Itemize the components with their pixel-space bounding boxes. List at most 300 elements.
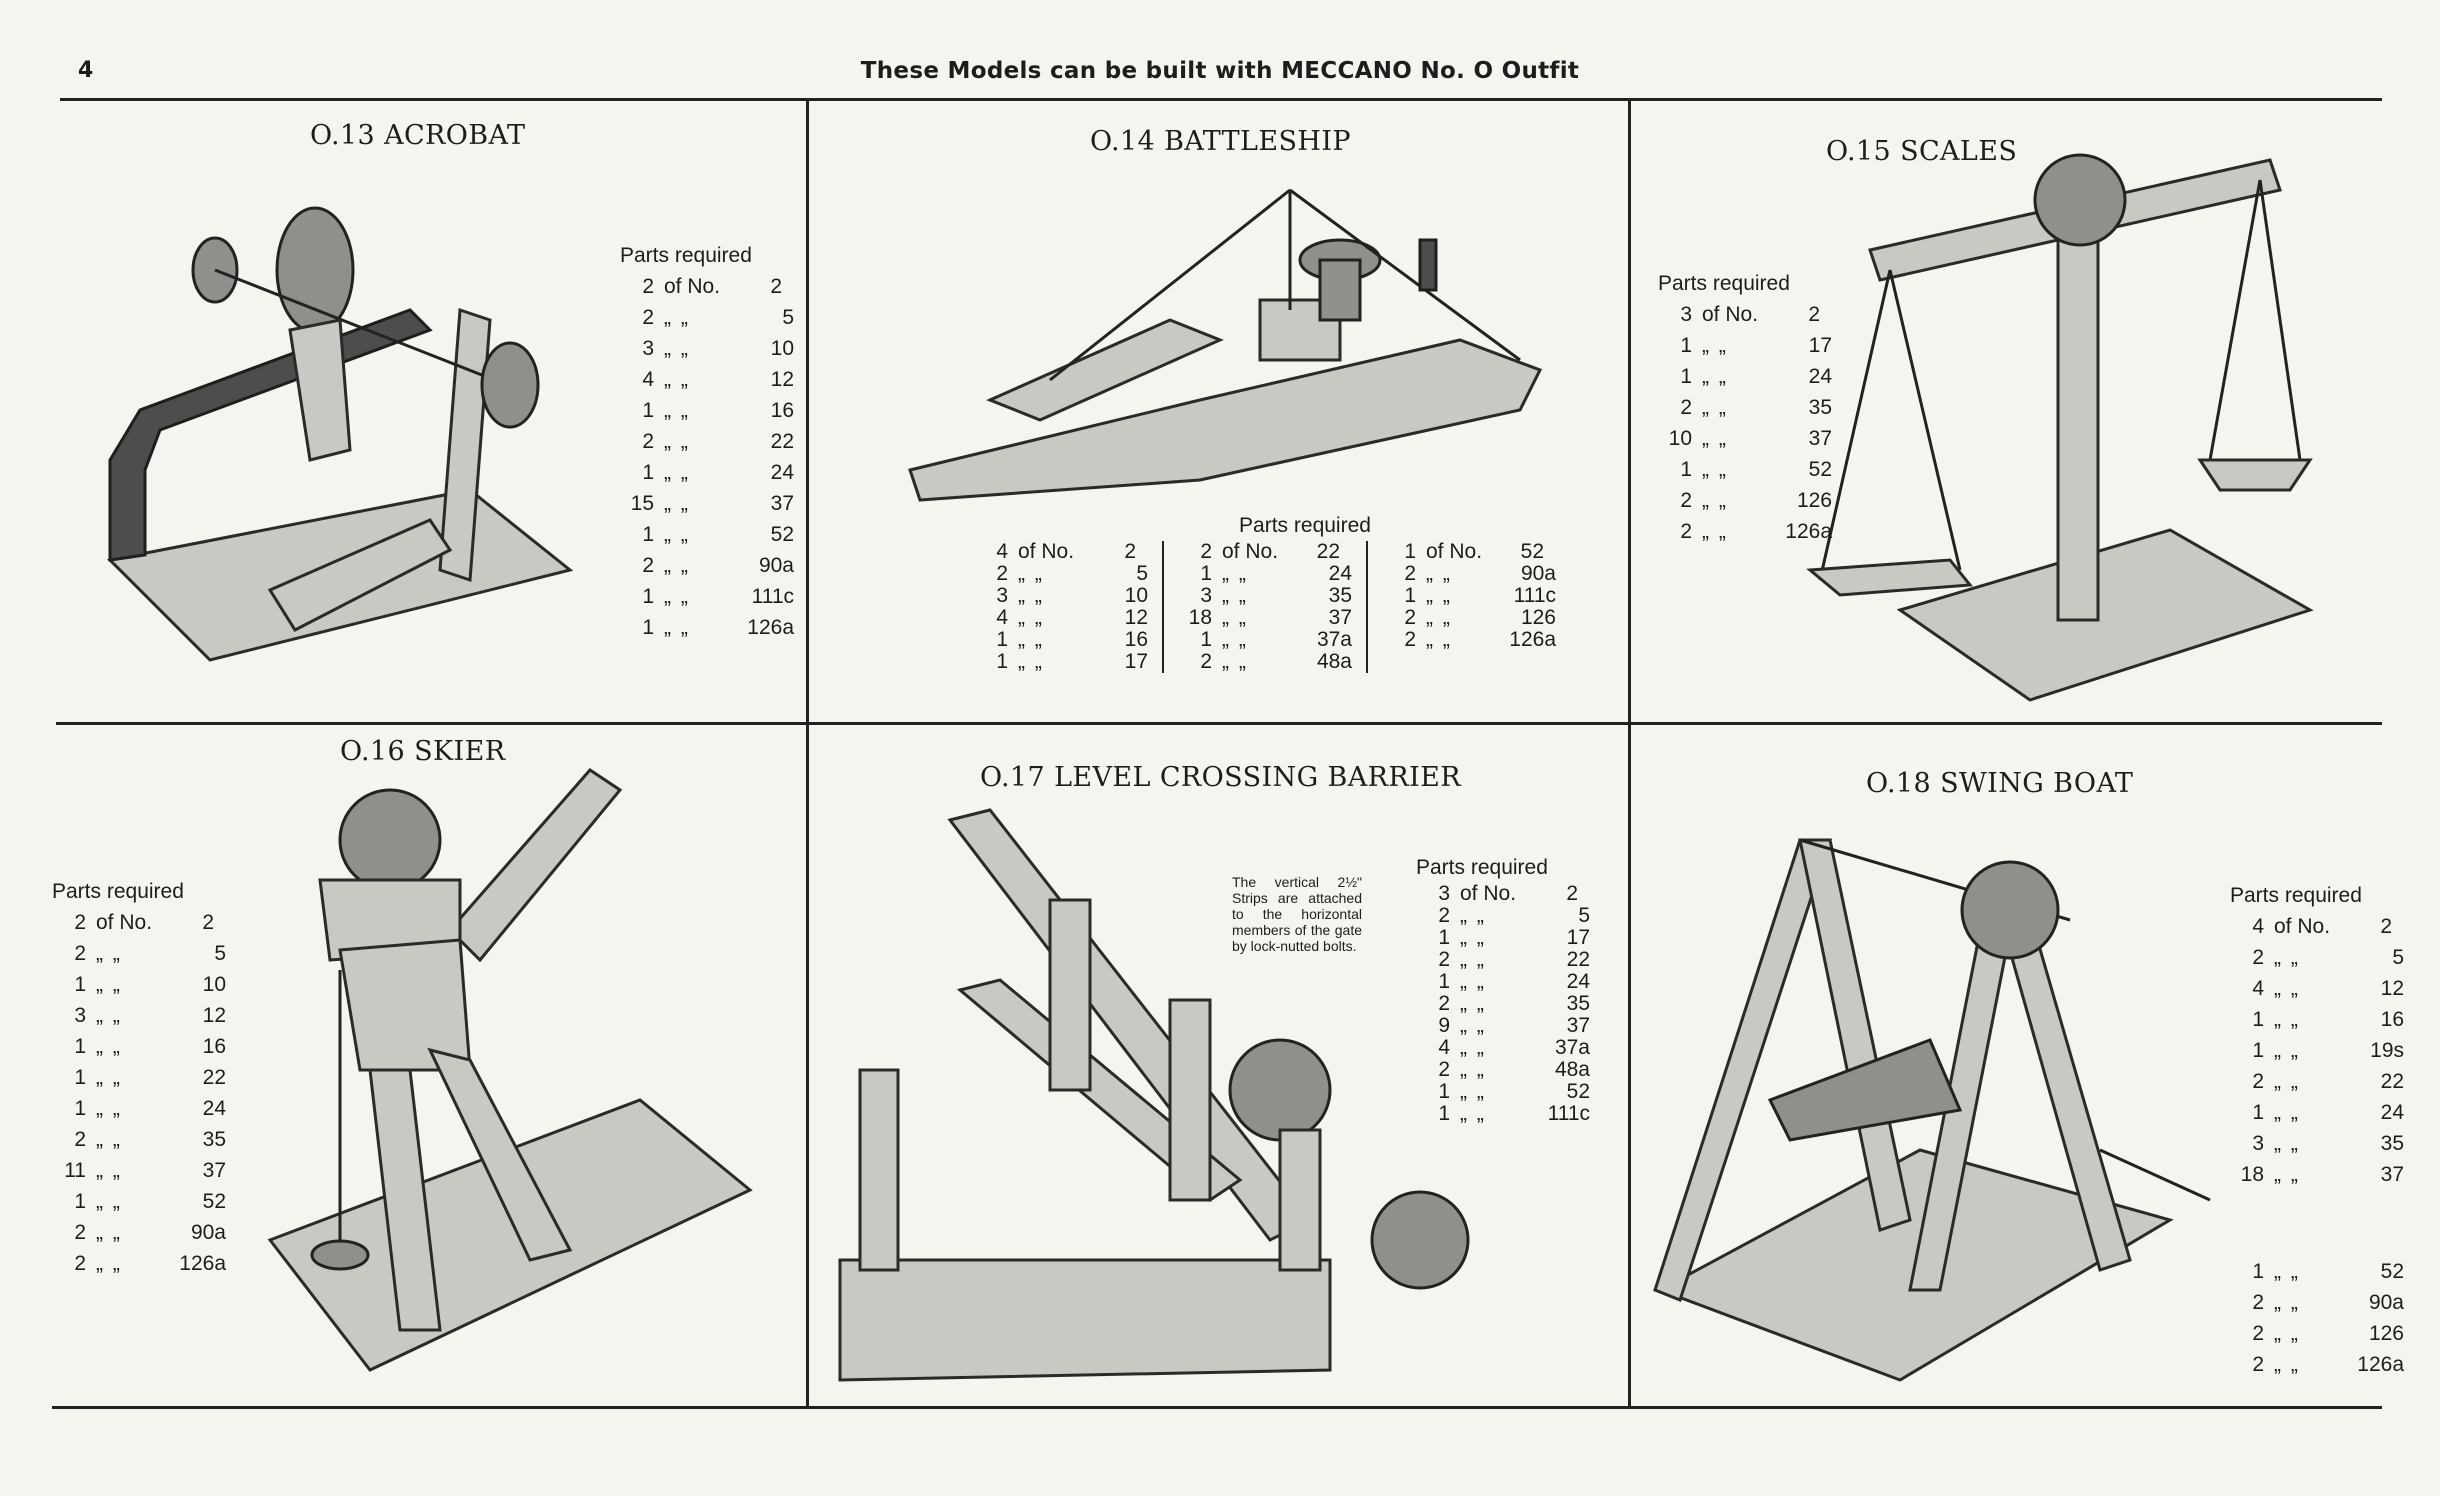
parts-row	[620, 581, 794, 612]
part-number: 35	[202, 1128, 226, 1151]
part-quantity: 3	[74, 1004, 86, 1027]
part-of-label: „ „	[2274, 1101, 2300, 1124]
part-number: 90a	[1520, 562, 1556, 585]
parts-row	[974, 651, 1148, 673]
part-number: 22	[202, 1066, 226, 1089]
part-number: 17	[1124, 650, 1148, 673]
part-number: 126a	[1785, 520, 1832, 543]
parts-row	[52, 1186, 226, 1217]
middle-rule	[56, 722, 2382, 725]
part-of-label: „ „	[664, 337, 690, 360]
part-of-label: „ „	[96, 1066, 122, 1089]
part-quantity: 2	[1404, 628, 1416, 651]
top-rule	[60, 98, 2382, 101]
part-of-label: „ „	[96, 1035, 122, 1058]
barrier-parts-list	[1416, 852, 1590, 1125]
parts-row	[1178, 585, 1352, 607]
part-of-label: „ „	[1426, 628, 1452, 651]
part-number: 37	[1808, 427, 1832, 450]
parts-row	[1382, 585, 1556, 607]
part-number: 126a	[2357, 1353, 2404, 1376]
parts-row	[2230, 1349, 2404, 1380]
part-number: 37	[202, 1159, 226, 1182]
parts-row	[620, 457, 794, 488]
parts-row	[2230, 1004, 2404, 1035]
part-quantity: 1	[74, 1190, 86, 1213]
part-of-label: „ „	[1222, 628, 1248, 651]
part-quantity: 1	[74, 1035, 86, 1058]
part-number: 12	[1124, 606, 1148, 629]
part-of-label: „ „	[1018, 584, 1044, 607]
parts-row	[974, 629, 1148, 651]
parts-row	[2230, 1035, 2404, 1066]
part-quantity: 2	[1680, 520, 1692, 543]
parts-row	[1416, 993, 1590, 1015]
part-quantity: 4	[2252, 915, 2264, 938]
part-number: 35	[1808, 396, 1832, 419]
part-number: 90a	[190, 1221, 226, 1244]
part-quantity: 2	[1438, 992, 1450, 1015]
part-of-label: of No.	[1426, 540, 1483, 563]
part-number: 5	[214, 942, 226, 965]
swingboat-illustration	[1650, 820, 2210, 1400]
part-of-label: „ „	[2274, 946, 2300, 969]
barrier-parts	[1416, 883, 1590, 1125]
parts-row	[2230, 911, 2404, 942]
part-number: 2	[202, 911, 214, 934]
battleship-parts-col-1	[960, 541, 1162, 673]
part-of-label: „ „	[2274, 1039, 2300, 1062]
part-of-label: „ „	[664, 585, 690, 608]
part-number: 16	[202, 1035, 226, 1058]
part-quantity: 2	[2252, 1291, 2264, 1314]
parts-row	[620, 271, 794, 302]
parts-row	[2230, 1159, 2404, 1190]
part-quantity: 2	[1404, 606, 1416, 629]
part-quantity: 4	[642, 368, 654, 391]
part-quantity: 2	[74, 1252, 86, 1275]
part-number: 37	[2380, 1163, 2404, 1186]
part-quantity: 1	[996, 650, 1008, 673]
part-of-label: „ „	[1018, 562, 1044, 585]
parts-row	[2230, 1128, 2404, 1159]
parts-row	[52, 1093, 226, 1124]
part-of-label: „ „	[1222, 562, 1248, 585]
part-of-label: „ „	[664, 430, 690, 453]
parts-row	[1416, 971, 1590, 993]
parts-row	[1416, 1059, 1590, 1081]
parts-row	[1382, 629, 1556, 651]
part-of-label: „ „	[2274, 1008, 2300, 1031]
part-quantity: 4	[996, 540, 1008, 563]
parts-row	[52, 1248, 226, 1279]
parts-row	[1382, 607, 1556, 629]
part-quantity: 1	[1680, 365, 1692, 388]
part-of-label: „ „	[96, 973, 122, 996]
part-number: 22	[2380, 1070, 2404, 1093]
scales-illustration	[1790, 140, 2330, 710]
parts-row	[2230, 973, 2404, 1004]
part-quantity: 2	[1404, 562, 1416, 585]
barrier-title: O.17 LEVEL CROSSING BARRIER	[980, 762, 1462, 793]
part-number: 35	[1328, 584, 1352, 607]
parts-row	[620, 426, 794, 457]
part-number: 24	[1328, 562, 1352, 585]
parts-row	[1416, 927, 1590, 949]
parts-row	[974, 541, 1148, 563]
skier-title: O.16 SKIER	[340, 736, 506, 767]
part-number: 126	[2368, 1322, 2404, 1345]
part-quantity: 1	[2252, 1008, 2264, 1031]
part-quantity: 9	[1438, 1014, 1450, 1037]
part-number: 17	[1808, 334, 1832, 357]
part-number: 24	[202, 1097, 226, 1120]
part-quantity: 2	[1200, 540, 1212, 563]
part-of-label: „ „	[664, 461, 690, 484]
part-quantity: 1	[642, 585, 654, 608]
part-of-label: „ „	[2274, 1070, 2300, 1093]
parts-row	[1178, 651, 1352, 673]
part-of-label: „ „	[2274, 1322, 2300, 1345]
part-number: 24	[2380, 1101, 2404, 1124]
parts-row	[620, 395, 794, 426]
part-quantity: 2	[2252, 1070, 2264, 1093]
part-number: 35	[1566, 992, 1590, 1015]
part-of-label: „ „	[1460, 1080, 1486, 1103]
battleship-illustration	[900, 170, 1550, 510]
acrobat-parts	[620, 271, 794, 643]
parts-row	[1178, 607, 1352, 629]
parts-row	[1416, 1081, 1590, 1103]
part-quantity: 2	[74, 1221, 86, 1244]
part-number: 22	[1566, 948, 1590, 971]
parts-row	[1658, 454, 1832, 485]
parts-row	[974, 585, 1148, 607]
part-quantity: 2	[1438, 904, 1450, 927]
part-of-label: „ „	[1460, 1014, 1486, 1037]
part-quantity: 2	[996, 562, 1008, 585]
part-number: 48a	[1554, 1058, 1590, 1081]
part-quantity: 2	[74, 1128, 86, 1151]
skier-illustration	[260, 770, 780, 1390]
part-of-label: „ „	[96, 1252, 122, 1275]
parts-row	[1658, 423, 1832, 454]
parts-heading: Parts required	[620, 244, 752, 267]
parts-row	[1658, 330, 1832, 361]
part-number: 12	[770, 368, 794, 391]
page-header: These Models can be built with MECCANO No. O Outfit	[860, 58, 1580, 84]
part-number: 16	[2380, 1008, 2404, 1031]
parts-row	[2230, 1256, 2404, 1287]
barrier-illustration	[840, 800, 1480, 1390]
part-quantity: 3	[996, 584, 1008, 607]
part-quantity: 4	[996, 606, 1008, 629]
part-quantity: 2	[1438, 948, 1450, 971]
part-quantity: 2	[642, 430, 654, 453]
part-quantity: 15	[630, 492, 654, 515]
scales-parts-list	[1658, 268, 1832, 547]
parts-row	[1658, 516, 1832, 547]
part-number: 52	[202, 1190, 226, 1213]
parts-row	[2230, 1318, 2404, 1349]
part-of-label: „ „	[1460, 1036, 1486, 1059]
part-of-label: „ „	[1018, 650, 1044, 673]
part-of-label: „ „	[96, 1097, 122, 1120]
part-quantity: 1	[642, 523, 654, 546]
parts-row	[1416, 1103, 1590, 1125]
part-quantity: 2	[642, 275, 654, 298]
swingboat-parts-list	[2230, 880, 2404, 1380]
part-number: 126	[1796, 489, 1832, 512]
part-quantity: 3	[1200, 584, 1212, 607]
part-quantity: 1	[1438, 1102, 1450, 1125]
part-of-label: „ „	[96, 942, 122, 965]
parts-row	[2230, 1097, 2404, 1128]
part-quantity: 1	[1438, 1080, 1450, 1103]
part-of-label: „ „	[1222, 650, 1248, 673]
part-of-label: „ „	[2274, 1291, 2300, 1314]
part-quantity: 4	[2252, 977, 2264, 1000]
part-quantity: 2	[642, 554, 654, 577]
part-quantity: 1	[74, 1097, 86, 1120]
part-number: 126a	[747, 616, 794, 639]
part-of-label: „ „	[96, 1159, 122, 1182]
part-quantity: 2	[1438, 1058, 1450, 1081]
swingboat-parts	[2230, 911, 2404, 1190]
column-divider-left	[806, 98, 809, 1408]
skier-parts	[52, 907, 226, 1279]
part-number: 16	[770, 399, 794, 422]
part-of-label: „ „	[1460, 992, 1486, 1015]
part-quantity: 1	[1404, 584, 1416, 607]
part-quantity: 18	[1188, 606, 1212, 629]
parts-row	[1178, 563, 1352, 585]
parts-row	[52, 907, 226, 938]
part-quantity: 1	[1404, 540, 1416, 563]
part-of-label: „ „	[96, 1221, 122, 1244]
part-number: 5	[2392, 946, 2404, 969]
parts-row	[52, 1124, 226, 1155]
part-number: 2	[1124, 540, 1136, 563]
bottom-rule	[52, 1406, 2382, 1409]
part-number: 48a	[1316, 650, 1352, 673]
parts-row	[1658, 392, 1832, 423]
part-of-label: „ „	[1460, 1102, 1486, 1125]
part-of-label: „ „	[664, 368, 690, 391]
parts-heading: Parts required	[2230, 884, 2362, 907]
part-of-label: „ „	[1702, 520, 1728, 543]
acrobat-parts-list	[620, 240, 794, 643]
part-number: 10	[1124, 584, 1148, 607]
part-of-label: „ „	[1222, 584, 1248, 607]
part-number: 22	[770, 430, 794, 453]
parts-row	[1416, 949, 1590, 971]
part-of-label: „ „	[2274, 1260, 2300, 1283]
part-quantity: 3	[1438, 882, 1450, 905]
parts-row	[1658, 299, 1832, 330]
part-number: 111c	[1513, 584, 1556, 607]
part-of-label: „ „	[1702, 427, 1728, 450]
part-number: 52	[1566, 1080, 1590, 1103]
part-quantity: 1	[2252, 1260, 2264, 1283]
part-of-label: „ „	[1702, 489, 1728, 512]
parts-row	[1416, 883, 1590, 905]
part-number: 37a	[1554, 1036, 1590, 1059]
part-quantity: 2	[1680, 489, 1692, 512]
part-of-label: „ „	[1426, 606, 1452, 629]
part-number: 2	[2380, 915, 2392, 938]
part-quantity: 1	[1438, 970, 1450, 993]
acrobat-title: O.13 ACROBAT	[310, 120, 526, 151]
parts-heading: Parts required	[52, 880, 184, 903]
scales-parts	[1658, 299, 1832, 547]
swingboat-parts-lower	[2230, 1256, 2404, 1380]
part-number: 37	[770, 492, 794, 515]
parts-row	[620, 333, 794, 364]
part-number: 126	[1520, 606, 1556, 629]
part-number: 111c	[751, 585, 794, 608]
parts-row	[52, 1031, 226, 1062]
parts-row	[974, 563, 1148, 585]
part-number: 10	[202, 973, 226, 996]
part-of-label: „ „	[1460, 926, 1486, 949]
part-quantity: 2	[74, 942, 86, 965]
part-of-label: of No.	[1222, 540, 1279, 563]
part-number: 52	[2380, 1260, 2404, 1283]
part-number: 90a	[2368, 1291, 2404, 1314]
part-of-label: of No.	[2274, 915, 2331, 938]
acrobat-illustration	[50, 160, 610, 700]
battleship-parts-list	[960, 510, 1570, 673]
part-number: 52	[1520, 540, 1544, 563]
parts-row	[52, 1000, 226, 1031]
parts-row	[1178, 629, 1352, 651]
part-number: 22	[1316, 540, 1340, 563]
parts-row	[2230, 942, 2404, 973]
part-of-label: „ „	[1702, 365, 1728, 388]
part-of-label: „ „	[664, 523, 690, 546]
parts-row	[1416, 1037, 1590, 1059]
part-number: 2	[1808, 303, 1820, 326]
part-of-label: „ „	[664, 492, 690, 515]
part-of-label: „ „	[2274, 1353, 2300, 1376]
part-quantity: 2	[74, 911, 86, 934]
battleship-title: O.14 BATTLESHIP	[1090, 126, 1351, 157]
parts-row	[1416, 905, 1590, 927]
battleship-parts-col-2	[1162, 541, 1366, 673]
part-of-label: „ „	[2274, 977, 2300, 1000]
part-number: 19s	[2370, 1039, 2404, 1062]
part-number: 24	[1566, 970, 1590, 993]
part-of-label: „ „	[1460, 904, 1486, 927]
part-quantity: 1	[996, 628, 1008, 651]
parts-row	[1382, 563, 1556, 585]
part-quantity: 1	[642, 461, 654, 484]
parts-row	[620, 488, 794, 519]
part-number: 90a	[758, 554, 794, 577]
part-number: 10	[770, 337, 794, 360]
part-number: 2	[1566, 882, 1578, 905]
part-of-label: „ „	[1702, 458, 1728, 481]
scales-title: O.15 SCALES	[1826, 136, 2018, 167]
part-quantity: 10	[1668, 427, 1692, 450]
part-of-label: of No.	[1460, 882, 1517, 905]
parts-heading: Parts required	[1416, 856, 1548, 879]
part-number: 52	[770, 523, 794, 546]
part-number: 5	[782, 306, 794, 329]
parts-row	[974, 607, 1148, 629]
part-quantity: 2	[2252, 1353, 2264, 1376]
part-quantity: 18	[2240, 1163, 2264, 1186]
part-number: 16	[1124, 628, 1148, 651]
part-number: 5	[1578, 904, 1590, 927]
part-of-label: „ „	[664, 306, 690, 329]
parts-row	[1658, 485, 1832, 516]
part-number: 24	[770, 461, 794, 484]
part-of-label: „ „	[1460, 948, 1486, 971]
parts-row	[1382, 541, 1556, 563]
part-of-label: of No.	[96, 911, 153, 934]
part-number: 35	[2380, 1132, 2404, 1155]
parts-row	[2230, 1287, 2404, 1318]
parts-row	[1178, 541, 1352, 563]
part-of-label: „ „	[1702, 334, 1728, 357]
part-quantity: 2	[642, 306, 654, 329]
parts-row	[620, 364, 794, 395]
part-number: 126a	[179, 1252, 226, 1275]
part-quantity: 2	[1680, 396, 1692, 419]
part-of-label: „ „	[1426, 584, 1452, 607]
part-of-label: „ „	[96, 1128, 122, 1151]
part-of-label: „ „	[1702, 396, 1728, 419]
part-number: 111c	[1547, 1102, 1590, 1125]
part-of-label: „ „	[664, 554, 690, 577]
page-number: 4	[78, 58, 94, 83]
part-of-label: „ „	[1018, 628, 1044, 651]
part-of-label: „ „	[664, 399, 690, 422]
part-quantity: 1	[74, 1066, 86, 1089]
part-of-label: „ „	[1018, 606, 1044, 629]
battleship-parts-col-3	[1366, 541, 1570, 673]
part-quantity: 2	[1200, 650, 1212, 673]
part-of-label: „ „	[1426, 562, 1452, 585]
swingboat-title: O.18 SWING BOAT	[1866, 768, 2134, 799]
part-quantity: 1	[642, 399, 654, 422]
parts-row	[620, 550, 794, 581]
part-quantity: 1	[1680, 458, 1692, 481]
parts-row	[1416, 1015, 1590, 1037]
column-divider-right	[1628, 98, 1631, 1408]
part-quantity: 1	[2252, 1101, 2264, 1124]
part-quantity: 1	[2252, 1039, 2264, 1062]
parts-row	[52, 1155, 226, 1186]
part-quantity: 11	[64, 1159, 86, 1182]
part-of-label: „ „	[664, 616, 690, 639]
part-quantity: 1	[1200, 628, 1212, 651]
part-number: 12	[2380, 977, 2404, 1000]
parts-row	[620, 612, 794, 643]
parts-heading: Parts required	[1658, 272, 1790, 295]
part-of-label: „ „	[1460, 1058, 1486, 1081]
part-number: 126a	[1509, 628, 1556, 651]
parts-row	[52, 938, 226, 969]
parts-row	[620, 519, 794, 550]
part-quantity: 3	[642, 337, 654, 360]
part-quantity: 1	[1438, 926, 1450, 949]
part-quantity: 1	[74, 973, 86, 996]
part-number: 24	[1808, 365, 1832, 388]
part-of-label: „ „	[96, 1004, 122, 1027]
